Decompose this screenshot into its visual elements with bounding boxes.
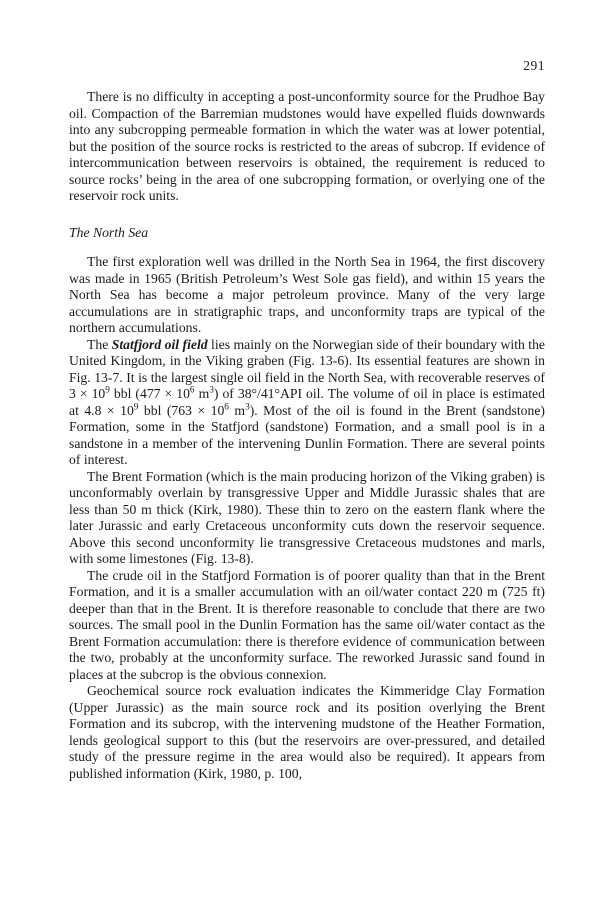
text-run: ). Most of the oil is found in the Brent (sandstone) Formation, some in the Statfjord (sandstone) Formation, and a small pool is in a sandstone in a member of the intervening Dunlin Formation. There are several points of interest. bbox=[69, 402, 545, 467]
text-run: lies mainly on the Norwegian side of their boundary with the United Kingdom, in the Viking graben (Fig. 13-6). Its essential features are shown in Fig. 13-7. It is the largest single oil field in the North Sea, with recoverable reserves of 3 × 10 bbox=[69, 336, 546, 401]
text-run: The North Sea bbox=[69, 224, 149, 240]
text-run: 6 bbox=[189, 385, 195, 396]
paragraph-4 bbox=[69, 469, 545, 568]
text-run: bbl (477 × 10 bbox=[109, 386, 190, 401]
paragraph-5 bbox=[69, 568, 545, 684]
paragraph-3 bbox=[69, 337, 545, 469]
text-run: There is no difficulty in accepting a post-unconformity source for the Prudhoe Bay oil. Compaction of the Barremian mudstones would have expelled fluids downwards into any subcropping permeable formation in which the water was at lower potential, but the position of the source rocks is restricted to the areas of subcrop. If evidence of intercommunication between reservoirs is obtained, the requirement is reduced to source rocks’ being in the area of one subcropping formation, or overlying one of the reservoir rock units. bbox=[69, 89, 545, 203]
text-run: bbl (763 × 10 bbox=[138, 402, 225, 418]
text-run: Statfjord oil field bbox=[111, 336, 208, 352]
text-run: 9 bbox=[105, 385, 110, 396]
text-run: The first exploration well was drilled in the North Sea in 1964, the first discovery was made in 1965 (British Petroleum’s West Sole gas field), and within 15 years the North Sea has become a major petroleum province. Many of the very large accumulations are in stratigraphic traps, and unconformity traps are typical of the northern accumulations. bbox=[69, 254, 545, 335]
section-heading bbox=[69, 225, 545, 242]
text-run: The bbox=[87, 336, 112, 352]
text-run: 6 bbox=[224, 401, 229, 412]
text-run: The crude oil in the Statfjord Formation is of poorer quality than that in the Brent Formation, and it is a smaller accumulation with an oil/water contact 220 m (725 ft) deeper than that in the Brent. It is therefore reasonable to conclude that there are two sources. The small pool in the Dunlin Formation has the same oil/water contact as the Brent Formation accumulation: there is therefore evidence of communication between the two, probably at the unconformity surface. The reworked Jurassic sand found in places at the subcrop is the obvious connexion. bbox=[69, 567, 545, 682]
text-run: m bbox=[228, 402, 246, 418]
text-run: The Brent Formation (which is the main producing horizon of the Viking graben) is unconformably overlain by transgressive Upper and Middle Jurassic shales that are less than 50 m thick (Kirk, 1980). These thin to zero on the eastern flank where the later Jurassic and early Cretaceous unconformity cuts down the reservoir sequence. Above this second unconformity lie transgressive Cretaceous mudstones and marls, with some limestones (Fig. 13-8). bbox=[69, 468, 545, 566]
text-run: Geochemical source rock evaluation indicates the Kimmeridge Clay Formation (Upper Jurassic) as the main source rock and its position overlying the Brent Formation and its subcrop, with the intervening mudstone of the Heather Formation, lends geological support to this (but the reservoirs are over-pressured, and detailed study of the pressure regime in the area would also be required). It appears from published information (Kirk, 1980, p. 100, bbox=[69, 683, 545, 781]
paragraph-2 bbox=[69, 254, 545, 337]
page-number: 291 bbox=[523, 58, 545, 73]
paragraph-1 bbox=[69, 89, 545, 205]
text-run: 9 bbox=[133, 401, 139, 412]
paragraph-6 bbox=[69, 683, 545, 782]
text-run: m bbox=[194, 386, 210, 401]
text-run: ) of 38°/41°API oil. The volume of oil in place is estimated at 4.8 × 10 bbox=[69, 386, 545, 418]
text-run: 3 bbox=[209, 385, 214, 396]
page-body bbox=[69, 89, 545, 782]
text-run: 3 bbox=[245, 401, 250, 412]
